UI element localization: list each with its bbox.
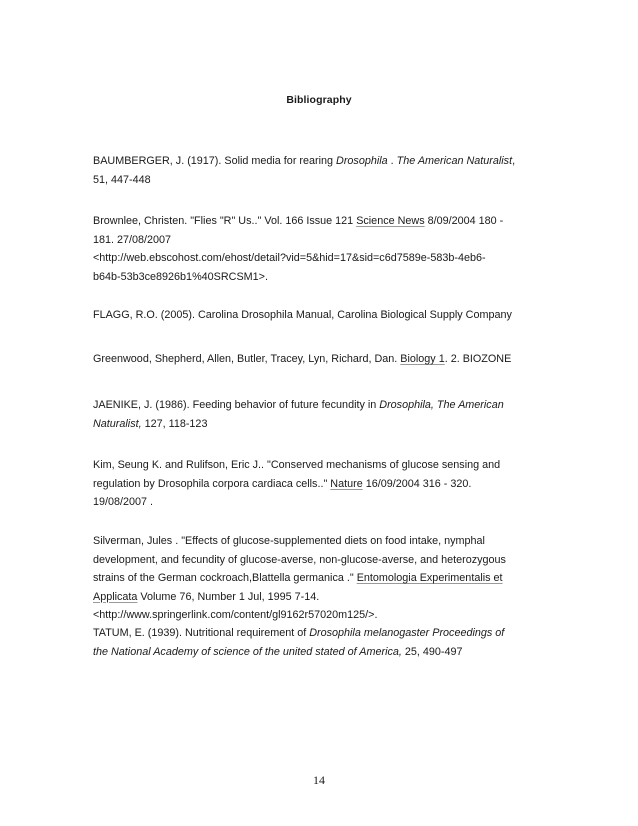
page-title: Bibliography xyxy=(286,94,352,106)
entry-line: strains of the German cockroach,Blattella germanica ." Entomologia Experimentalis et xyxy=(93,572,503,584)
entry-line: Brownlee, Christen. "Flies "R" Us.." Vol. 166 Issue 121 Science News 8/09/2004 180 - xyxy=(93,215,504,227)
entry-line: 19/08/2007 . xyxy=(93,496,154,508)
bibliography-entry xyxy=(93,456,545,512)
entry-line: Naturalist, 127, 118-123 xyxy=(93,417,208,430)
journal-link[interactable]: Science News xyxy=(356,215,425,227)
bibliography-entry xyxy=(93,350,545,369)
entry-line: 181. 27/08/2007 xyxy=(93,233,172,246)
bibliography-entry xyxy=(93,306,545,325)
entry-line: FLAGG, R.O. (2005). Carolina Drosophila Manual, Carolina Biological Supply Company xyxy=(93,309,512,321)
journal-link[interactable]: Applicata xyxy=(93,590,138,603)
page-number: 14 xyxy=(313,773,325,787)
bibliography-entry xyxy=(93,624,545,661)
bibliography-entry xyxy=(93,396,545,433)
entry-url: b64b-53b3ce8926b1%40SRCSM1>. xyxy=(93,270,268,283)
entry-line: TATUM, E. (1939). Nutritional requirement of Drosophila melanogaster Proceedings of xyxy=(93,627,505,639)
bibliography-entry xyxy=(93,212,545,286)
book-link[interactable]: Biology 1 xyxy=(400,353,445,365)
entry-line: development, and fecundity of glucose-averse, non-glucose-averse, and heterozygous xyxy=(93,553,506,566)
entry-line: Kim, Seung K. and Rulifson, Eric J.. "Conserved mechanisms of glucose sensing and xyxy=(93,459,501,471)
entry-line: Silverman, Jules . "Effects of glucose-supplemented diets on food intake, nymphal xyxy=(93,535,485,547)
bibliography-entry xyxy=(93,152,545,189)
bibliography-entry xyxy=(93,532,545,625)
entry-url: <http://www.springerlink.com/content/gl9162r57020m125/>. xyxy=(93,609,378,621)
entry-line: regulation by Drosophila corpora cardiaca cells.." Nature 16/09/2004 316 - 320. xyxy=(93,477,472,490)
entry-line: JAENIKE, J. (1986). Feeding behavior of future fecundity in Drosophila, The American xyxy=(93,399,504,411)
entry-line: BAUMBERGER, J. (1917). Solid media for rearing Drosophila . The American Naturalist, xyxy=(93,155,516,167)
entry-line: Applicata Volume 76, Number 1 Jul, 1995 7-14. xyxy=(93,590,320,603)
entry-line: Greenwood, Shepherd, Allen, Butler, Tracey, Lyn, Richard, Dan. Biology 1. 2. BIOZONE xyxy=(93,353,512,365)
entry-line: the National Academy of science of the united stated of America, 25, 490-497 xyxy=(93,645,463,658)
journal-link[interactable]: Nature xyxy=(330,477,363,490)
entry-url: <http://web.ebscohost.com/ehost/detail?vid=5&hid=17&sid=c6d7589e-583b-4eb6- xyxy=(93,252,486,264)
journal-link[interactable]: Entomologia Experimentalis et xyxy=(356,572,503,584)
entry-line: 51, 447-448 xyxy=(93,173,151,186)
